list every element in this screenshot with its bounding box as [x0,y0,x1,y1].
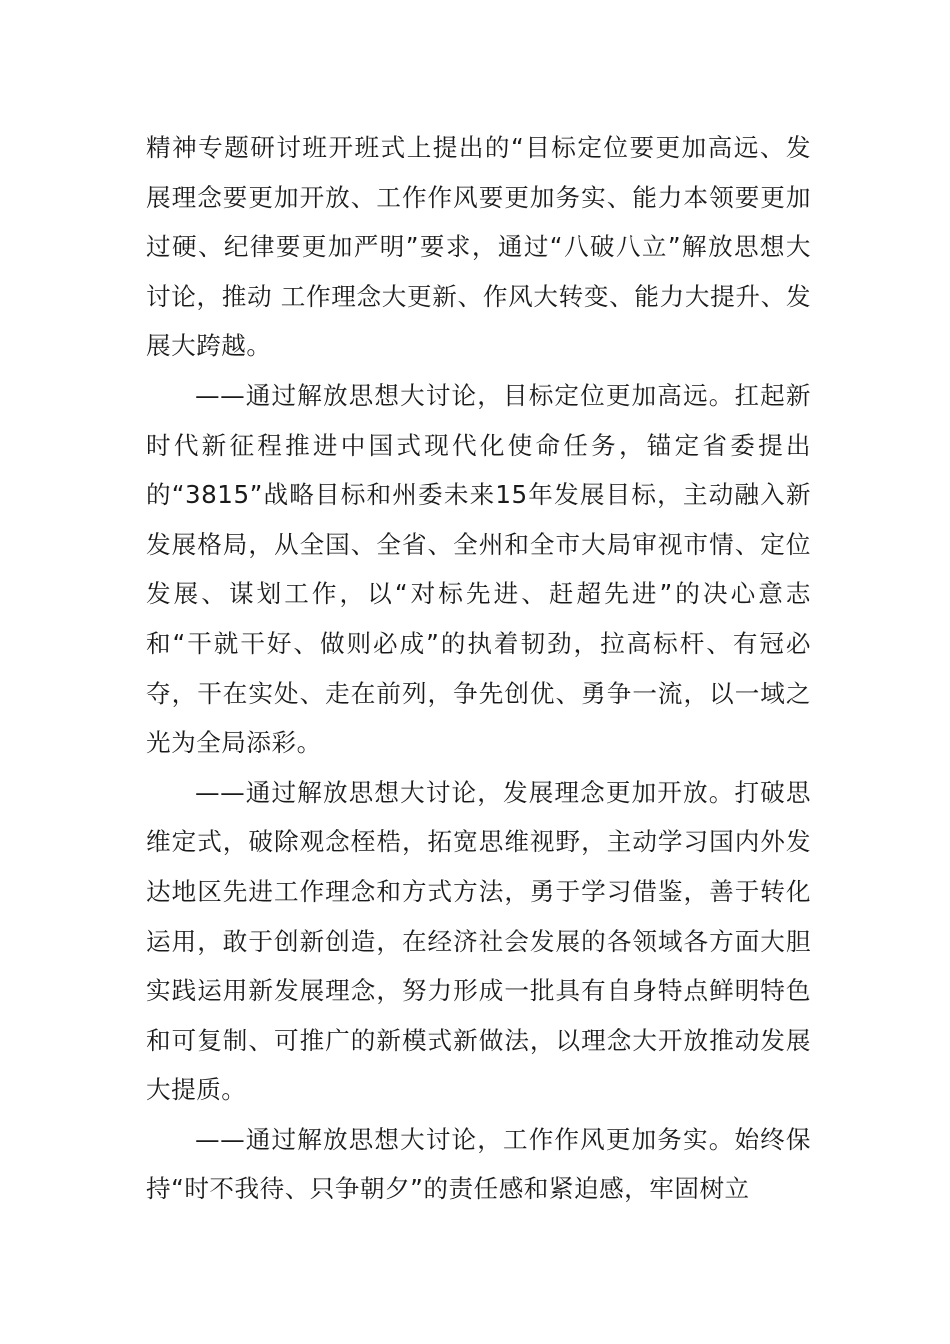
document-body [146,123,811,1214]
paragraph-1: 精神专题研讨班开班式上提出的“目标定位要更加高远、发展理念要更加开放、工作作风要更加务实、能力本领要更加过硬、纪律要更加严明”要求，通过“八破八立”解放思想大讨论，推动 工作理念大更新、作风大转变、能力大提升、发展大跨越。 [146,133,811,361]
paragraph-3: ——通过解放思想大讨论，发展理念更加开放。打破思维定式，破除观念桎梏，拓宽思维视野，主动学习国内外发达地区先进工作理念和方式方法，勇于学习借鉴，善于转化运用，敢于创新创造，在经济社会发展的各领域各方面大胆实践运用新发展理念，努力形成一批具有自身特点鲜明特色和可复制、可推广的新模式新做法，以理念大开放推动发展大提质。 [146,777,811,1105]
paragraph-2: ——通过解放思想大讨论，目标定位更加高远。扛起新时代新征程推进中国式现代化使命任务，锚定省委提出的“3815”战略目标和州委未来15年发展目标，主动融入新发展格局，从全国、全省、全州和全市大局审视市情、定位发展、谋划工作，以“对标先进、赶超先进”的决心意志和“干就干好、做则必成”的执着韧劲，拉高标杆、有冠必夺，干在实处、走在前列，争先创优、勇争一流，以一域之光为全局添彩。 [146,380,811,758]
paragraph-4: ——通过解放思想大讨论，工作作风更加务实。始终保持“时不我待、只争朝夕”的责任感和紧迫感，牢固树立 [146,1124,811,1204]
